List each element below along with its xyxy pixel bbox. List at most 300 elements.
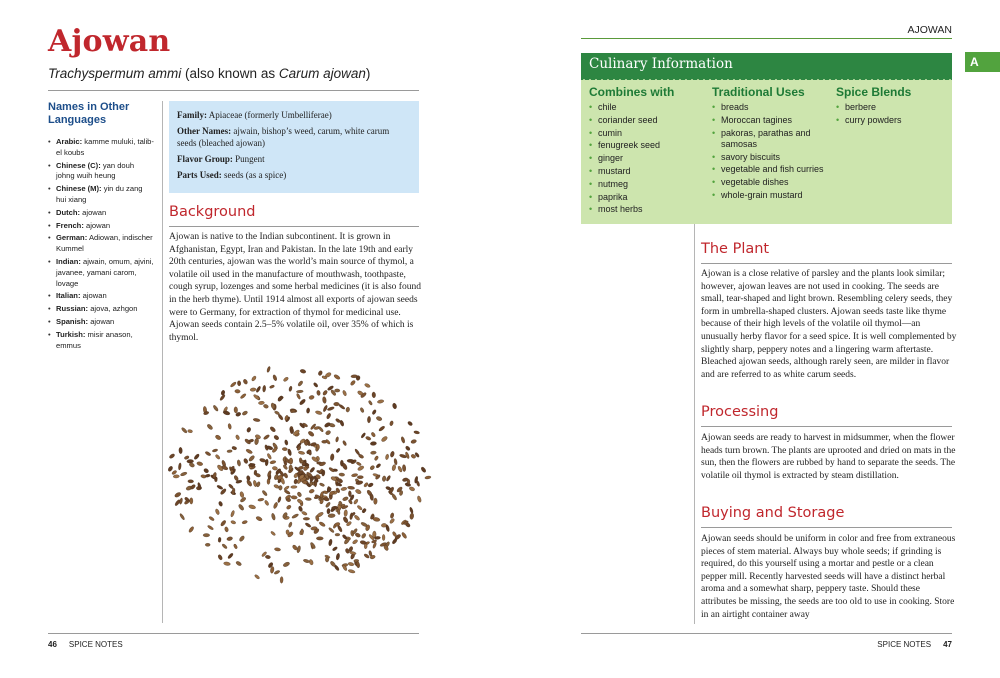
- seed: [187, 459, 194, 463]
- plant-text: Ajowan is a close relative of parsley and the plants look similar; however, ajowan leaves are not used in cooking. The seeds are small, tear-shaped and light brown. Resembling celery seeds, they form in umbrella-shaped clusters. Ajowan seeds taste like thyme because of their high levels of the volatile oil thymol—an unusually herby flavor for a seed spice. It is well complemented by slightly sharp, peppery notes and a lingering warm aftertaste. Bleached ajowan seeds, although rarely seen, are milder in flavor and are referred to as white carum seeds.: [701, 269, 957, 380]
- seed: [217, 554, 223, 561]
- seed: [353, 498, 359, 504]
- seed: [262, 385, 266, 392]
- seed: [414, 430, 420, 434]
- seed: [389, 420, 394, 426]
- culinary-title: Culinary Information: [589, 56, 733, 72]
- seed: [402, 464, 406, 471]
- seed: [386, 475, 392, 482]
- list-item: • coriander seed: [589, 115, 704, 126]
- seed: [173, 475, 179, 479]
- seed: [307, 430, 314, 437]
- seed: [248, 455, 255, 462]
- info-label: Parts Used:: [177, 170, 222, 180]
- info-label: Other Names:: [177, 126, 232, 136]
- seed: [390, 512, 394, 518]
- lang-label: French:: [56, 220, 84, 230]
- section-divider: [169, 226, 419, 227]
- seed: [256, 481, 261, 487]
- seed: [325, 502, 331, 509]
- footer-label: SPICE NOTES: [68, 640, 123, 649]
- seed: [205, 543, 210, 546]
- seed: [313, 382, 319, 388]
- lang-value: yin du zang hui xiang: [56, 184, 143, 204]
- footer-label: SPICE NOTES: [877, 640, 932, 649]
- seed: [272, 374, 277, 381]
- seed: [301, 529, 304, 535]
- seed: [327, 508, 331, 514]
- seed: [283, 561, 291, 567]
- seed: [242, 520, 248, 524]
- seed: [286, 504, 292, 510]
- list-item: [48, 291, 154, 302]
- seed: [367, 416, 371, 423]
- seed: [369, 465, 375, 471]
- seed: [297, 466, 303, 471]
- seed: [382, 476, 386, 482]
- seed: [181, 427, 188, 434]
- seed: [305, 522, 312, 528]
- seed: [298, 451, 305, 455]
- seed: [316, 537, 323, 540]
- seed: [342, 496, 349, 501]
- seed: [263, 434, 270, 440]
- list-item: • pakoras, parathas and samosas: [712, 128, 830, 150]
- seed: [270, 460, 277, 464]
- seed: [339, 473, 345, 477]
- seed: [196, 461, 203, 466]
- seed: [237, 460, 241, 467]
- seed: [207, 525, 214, 531]
- footer-divider: [48, 633, 419, 634]
- uses-list: [712, 102, 830, 201]
- info-flavor-group: [177, 153, 411, 165]
- seed: [215, 434, 222, 440]
- page-title: Ajowan: [48, 24, 171, 59]
- seed: [309, 395, 315, 400]
- latin-name: Trachyspermum ammi: [48, 66, 182, 81]
- seed: [303, 517, 310, 520]
- blends-heading: Spice Blends: [836, 85, 912, 99]
- seed: [333, 374, 340, 380]
- seed: [273, 502, 279, 509]
- seed: [277, 496, 281, 503]
- seed: [336, 448, 341, 454]
- seed: [328, 514, 335, 518]
- page-number: 47: [943, 640, 952, 649]
- list-item: • savory biscuits: [712, 152, 830, 163]
- seed: [255, 516, 262, 522]
- seed: [273, 434, 279, 440]
- list-item: [48, 233, 154, 255]
- buying-text: Ajowan seeds should be uniform in color and free from extraneous pieces of stem material. Always buy whole seeds; if grinding is required, do this yourself using a mortar and pestle or a clean pepper mill. Recently harvested seeds will have a distinct herbal aroma and a somewhat sharp, peppery taste. Should these attributes be missing, the seeds are too old to use in cooking. Store in an airtight container away: [701, 534, 956, 620]
- seed: [286, 530, 290, 535]
- seed: [228, 423, 232, 429]
- list-item: [48, 184, 154, 206]
- lang-value: ajova, azhgon: [90, 304, 138, 314]
- lang-label: Dutch:: [56, 207, 81, 217]
- seed: [254, 470, 257, 475]
- seed: [375, 463, 381, 469]
- lang-label: Russian:: [56, 304, 89, 314]
- seed: [180, 471, 187, 476]
- seed: [296, 393, 301, 400]
- seed: [326, 413, 332, 420]
- seed: [254, 574, 260, 580]
- seed: [299, 398, 306, 405]
- seed: [237, 381, 241, 386]
- info-value: seeds (as a spice): [224, 170, 287, 180]
- seed: [330, 454, 334, 461]
- list-item: [48, 137, 154, 159]
- seed: [365, 436, 371, 441]
- seed: [319, 521, 326, 527]
- seed: [361, 533, 367, 539]
- seed: [382, 534, 385, 540]
- combines-list: [589, 102, 704, 216]
- seed: [372, 409, 377, 415]
- seed: [356, 461, 362, 466]
- seed: [289, 465, 293, 471]
- lang-label: Spanish:: [56, 316, 89, 326]
- seed: [230, 520, 236, 525]
- seed: [280, 577, 283, 584]
- seed: [269, 426, 276, 433]
- seed: [322, 440, 328, 443]
- lang-label: Turkish:: [56, 329, 86, 339]
- lang-label: Italian:: [56, 291, 81, 301]
- list-item: [48, 317, 154, 328]
- seed: [205, 474, 210, 478]
- seed: [179, 447, 183, 454]
- seed: [205, 451, 212, 457]
- seed: [341, 487, 348, 491]
- seed: [278, 485, 282, 490]
- seed: [296, 390, 303, 393]
- seed: [297, 380, 303, 387]
- seed: [284, 440, 288, 446]
- seed: [301, 511, 307, 516]
- seed: [350, 380, 356, 386]
- seed: [392, 403, 397, 410]
- seed: [385, 524, 390, 532]
- info-other-names: [177, 125, 411, 149]
- seed: [272, 466, 278, 471]
- seed: [282, 447, 287, 450]
- seed: [169, 453, 176, 459]
- seed: [238, 504, 245, 512]
- list-item: • berbere: [836, 102, 946, 113]
- seed: [327, 406, 335, 411]
- seed: [367, 482, 373, 487]
- seed: [250, 388, 256, 392]
- seed: [291, 495, 298, 499]
- seed: [322, 390, 328, 396]
- seed: [305, 497, 311, 500]
- footer-divider: [581, 633, 952, 634]
- seed: [323, 405, 328, 413]
- seed: [287, 449, 292, 456]
- seed: [288, 522, 293, 528]
- info-value: Pungent: [235, 154, 265, 164]
- seed: [390, 451, 395, 458]
- names-heading: Names in Other Languages: [48, 101, 130, 126]
- seed: [188, 480, 194, 483]
- seed: [265, 555, 271, 559]
- page-number: 46: [48, 640, 57, 649]
- seed: [223, 561, 230, 565]
- seed: [407, 479, 410, 484]
- seed: [239, 491, 244, 498]
- seed: [307, 449, 312, 455]
- seed: [230, 381, 237, 388]
- list-item: [48, 257, 154, 289]
- info-value: ajwain, bishop’s weed, carum, white carum seeds (bleached ajowan): [177, 126, 390, 148]
- seed: [318, 370, 323, 376]
- seed: [381, 435, 389, 442]
- lang-value: ajowan: [82, 291, 107, 301]
- list-item: • mustard: [589, 166, 704, 177]
- lang-value: misir anason, emmus: [56, 329, 133, 350]
- lang-value: Adiowan, indischer Kummel: [56, 233, 153, 254]
- seed: [370, 451, 376, 455]
- buying-heading: Buying and Storage: [701, 505, 845, 521]
- info-label: Flavor Group:: [177, 154, 233, 164]
- seed: [389, 518, 395, 524]
- seed: [258, 401, 264, 405]
- info-value: Apiaceae (formerly Umbelliferae): [208, 110, 332, 120]
- seed: [235, 561, 242, 567]
- lang-label: German:: [56, 233, 88, 243]
- info-family: [177, 109, 411, 121]
- seed: [297, 491, 303, 497]
- lang-label: Indian:: [56, 256, 81, 266]
- seed: [178, 463, 181, 470]
- seed: [251, 375, 257, 381]
- seed: [227, 552, 234, 559]
- seed: [347, 459, 354, 463]
- seed: [370, 441, 377, 445]
- seed: [378, 425, 385, 432]
- seed: [405, 445, 411, 451]
- seed: [248, 439, 254, 443]
- seed: [374, 455, 379, 461]
- lang-label: Arabic:: [56, 137, 83, 146]
- list-item: • vegetable dishes: [712, 177, 830, 188]
- seed: [266, 366, 270, 373]
- names-sidebar: [48, 101, 154, 353]
- list-item: [48, 221, 154, 232]
- column-divider: [694, 224, 695, 624]
- seed: [335, 436, 339, 442]
- seed: [242, 410, 249, 416]
- seed: [315, 410, 322, 415]
- seed: [282, 464, 288, 470]
- seed: [179, 498, 183, 505]
- seed: [334, 389, 340, 392]
- seed: [288, 386, 292, 392]
- seed: [270, 403, 275, 410]
- seed: [318, 426, 324, 432]
- seed: [342, 390, 347, 397]
- seed: [309, 467, 315, 474]
- seed: [258, 498, 265, 502]
- seed: [218, 501, 223, 507]
- blends-list: [836, 102, 946, 126]
- seed: [364, 383, 371, 388]
- seed: [264, 500, 269, 506]
- seed: [224, 526, 229, 532]
- seed: [193, 453, 200, 460]
- processing-text: Ajowan seeds are ready to harvest in midsummer, when the flower heads turn brown. The plants are uprooted and dried on mats in the sun, then the flowers are rubbed by hand to separate the seeds. The volatile oil thymol is extracted by steam distillation.: [701, 433, 956, 481]
- seed: [300, 369, 307, 374]
- seed: [336, 553, 340, 560]
- list-item: [48, 161, 154, 183]
- subtitle-aka-pre: (also known as: [181, 66, 279, 81]
- seed: [409, 513, 414, 520]
- seed: [274, 410, 280, 415]
- seed: [368, 400, 373, 406]
- seed: [212, 405, 218, 412]
- seed: [167, 465, 173, 472]
- seed: [255, 386, 261, 393]
- seed: [409, 486, 416, 492]
- background-text: Ajowan is native to the Indian subcontinent. It is grown in Afghanistan, Egypt, Iran and Pakistan. In the late 19th and early 20th centuries, ajowan was the world’s main source of thymol, a volatile oil used in the manufacture of mouthwash, toothpaste, cough syrup, lozenges and some herbal medicines (it is also found in the herb thyme). Until 1914 almost all exports of ajowan seeds were to Germany, for extraction of thymol for medicinal use. Ajowan seeds contain 2.5–5% volatile oil, over 35% of which is thymol.: [169, 232, 421, 343]
- seed: [270, 531, 276, 537]
- list-item: • vegetable and fish curries: [712, 164, 830, 175]
- seed: [332, 546, 338, 551]
- seed: [218, 537, 221, 542]
- seed: [348, 562, 355, 566]
- seed: [227, 450, 232, 453]
- section-divider: [701, 527, 952, 528]
- seed: [377, 399, 384, 403]
- ajowan-seeds-image: [160, 355, 445, 615]
- seed: [234, 407, 238, 413]
- seed: [291, 513, 299, 519]
- list-item: • cumin: [589, 128, 704, 139]
- seed: [303, 559, 310, 564]
- seed: [274, 570, 281, 575]
- seed: [397, 466, 403, 473]
- culinary-title-bar: [581, 53, 952, 77]
- seed: [346, 407, 350, 413]
- seed: [240, 393, 247, 399]
- seed: [216, 485, 223, 490]
- seed: [306, 408, 310, 414]
- seed: [325, 430, 331, 436]
- seed: [392, 464, 397, 471]
- background-heading: Background: [169, 204, 256, 220]
- footer-right: [581, 640, 952, 649]
- running-head: AJOWAN: [907, 24, 952, 36]
- seed: [223, 410, 231, 415]
- plant-heading: The Plant: [701, 241, 770, 257]
- alphabet-tab: A: [965, 52, 1000, 72]
- seed: [283, 376, 289, 382]
- seed: [401, 436, 406, 443]
- info-label: Family:: [177, 110, 207, 120]
- seed: [243, 458, 249, 464]
- seed: [344, 510, 348, 517]
- list-item: • Moroccan tagines: [712, 115, 830, 126]
- seed: [269, 385, 275, 389]
- seed: [309, 489, 315, 494]
- seed: [376, 416, 383, 422]
- combines-heading: Combines with: [589, 85, 675, 99]
- list-item: • breads: [712, 102, 830, 113]
- list-item: • curry powders: [836, 115, 946, 126]
- footer-left: [48, 640, 123, 649]
- seed: [334, 402, 340, 406]
- lang-label: Chinese (C):: [56, 160, 101, 170]
- lang-value: yan douh johng wuih heung: [56, 160, 135, 181]
- seed: [371, 432, 376, 438]
- seed: [245, 448, 253, 454]
- uses-column: [712, 85, 830, 203]
- seed: [357, 475, 363, 478]
- seed: [253, 418, 260, 422]
- seed: [356, 561, 361, 568]
- seed: [348, 569, 356, 574]
- zigzag-edge: [581, 77, 952, 80]
- seed: [401, 532, 407, 539]
- list-item: • chile: [589, 102, 704, 113]
- seed: [226, 536, 232, 541]
- seed: [324, 422, 331, 428]
- seed: [283, 485, 289, 490]
- list-item: • most herbs: [589, 204, 704, 215]
- seed: [239, 535, 246, 542]
- list-item: • nutmeg: [589, 179, 704, 190]
- lang-value: ajwain, omum, ajvini, javanee, yamani carom, lovage: [56, 256, 154, 288]
- seed: [235, 389, 241, 393]
- seed: [352, 539, 358, 545]
- seed: [328, 539, 332, 546]
- lang-value: ajowan: [82, 207, 107, 217]
- seed: [342, 440, 347, 446]
- seed: [215, 508, 220, 515]
- seed: [319, 482, 325, 486]
- seed: [203, 468, 209, 474]
- running-head-divider: [581, 38, 952, 39]
- seed: [337, 525, 343, 533]
- seed: [235, 434, 240, 440]
- info-box: [169, 101, 419, 193]
- lang-value: ajowan: [85, 220, 111, 230]
- seed: [357, 505, 363, 511]
- seed: [385, 454, 389, 460]
- list-item: • ginger: [589, 153, 704, 164]
- combines-column: [589, 85, 704, 217]
- seed: [230, 510, 235, 517]
- seed: [261, 490, 267, 497]
- seed: [410, 439, 416, 444]
- culinary-info-box: [581, 53, 952, 224]
- blends-column: [836, 85, 946, 128]
- seed: [208, 516, 214, 522]
- seed: [246, 475, 250, 481]
- seed: [220, 520, 227, 527]
- seed: [394, 458, 398, 465]
- seed: [354, 514, 361, 521]
- seed: [212, 448, 218, 452]
- seed: [179, 513, 185, 520]
- synonym-latin-name: Carum ajowan: [278, 66, 366, 81]
- page-subtitle: [48, 66, 370, 81]
- seed: [290, 428, 294, 434]
- seed: [203, 534, 210, 537]
